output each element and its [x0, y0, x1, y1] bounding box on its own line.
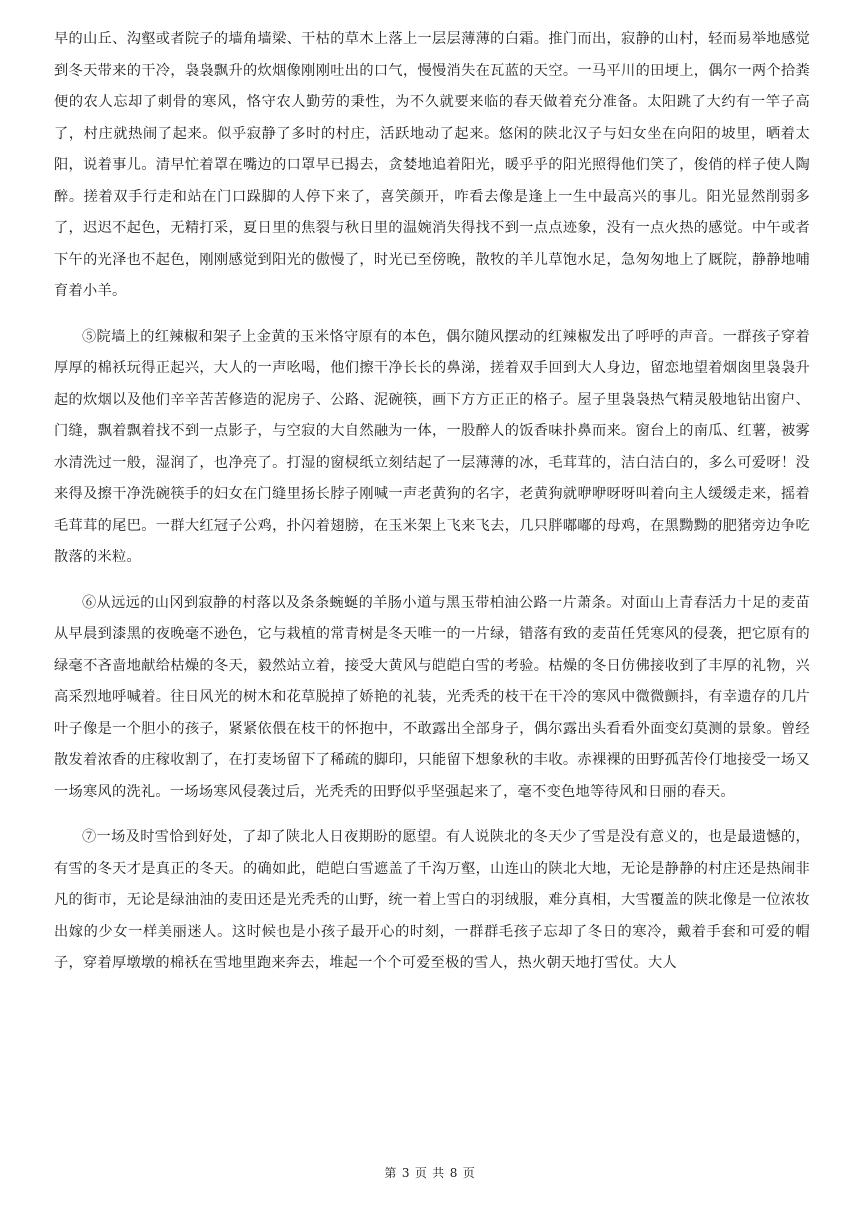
paragraph-4-continued: 早的山丘、沟壑或者院子的墙角墙梁、干枯的草木上落上一层层薄薄的白霜。推门而出，寂静的山村，轻而易举地感觉到冬天带来的干冷，袅袅飘升的炊烟像刚刚吐出的口气，慢慢消失在瓦蓝的天空。一马平川的田埂上，偶尔一两个拾粪便的农人忘却了刺骨的寒风，恪守农人勤劳的秉性，为不久就要来临的春天做着充分准备。太阳跳了大约有一竿子高了，村庄就热闹了起来。似乎寂静了多时的村庄，活跃地动了起来。悠闲的陕北汉子与妇女坐在向阳的坡里，晒着太阳，说着事儿。清早忙着罩在嘴边的口罩早已揭去，贪婪地追着阳光，暖乎乎的阳光照得他们笑了，俊俏的样子使人陶醉。搓着双手行走和站在门口跺脚的人停下来了，喜笑颜开，咋看去像是逢上一生中最高兴的事儿。阳光显然削弱多了，迟迟不起色，无精打采，夏日里的焦裂与秋日里的温婉消失得找不到一点点迹象，没有一点火热的感觉。中午或者下午的光泽也不起色，刚刚感觉到阳光的傲慢了，时光已至傍晚，散牧的羊儿草饱水足，急匆匆地上了厩院，静静地哺育着小羊。	[54, 31, 810, 299]
article-body	[54, 24, 810, 980]
paragraph-6: ⑥从远远的山冈到寂静的村落以及条条蜿蜒的羊肠小道与黑玉带柏油公路一片萧条。对面山上青春活力十足的麦苗从早晨到漆黑的夜晚毫不逊色，它与栽植的常青树是冬天唯一的一片绿，错落有致的麦苗任凭寒风的侵袭，把它原有的绿毫不吝啬地献给枯燥的冬天，毅然站立着，接受大黄风与皑皑白雪的考验。枯燥的冬日仿佛接收到了丰厚的礼物，兴高采烈地呼喊着。往日风光的树木和花草脱掉了娇艳的礼装，光秃秃的枝干在干冷的寒风中微微颤抖，有幸遗存的几片叶子像是一个胆小的孩子，紧紧依偎在枝干的怀抱中，不敢露出全部身子，偶尔露出头看看外面变幻莫测的景象。曾经散发着浓香的庄稼收割了，在打麦场留下了稀疏的脚印，只能留下想象秋的丰收。赤裸裸的田野孤苦伶仃地接受一场又一场寒风的洗礼。一场场寒风侵袭过后，光秃秃的田野似乎坚强起来了，毫不变色地等待风和日丽的春天。	[54, 594, 810, 800]
paragraph-7: ⑦一场及时雪恰到好处，了却了陕北人日夜期盼的愿望。有人说陕北的冬天少了雪是没有意义的，也是最遗憾的，有雪的冬天才是真正的冬天。的确如此，皑皑白雪遮盖了千沟万壑，山连山的陕北大地，无论是静静的村庄还是热闹非凡的街市，无论是绿油油的麦田还是光秃秃的山野，统一着上雪白的羽绒服，难分真相，大雪覆盖的陕北像是一位浓妆出嫁的少女一样美丽迷人。这时候也是小孩子最开心的时刻，一群群毛孩子忘却了冬日的寒冷，戴着手套和可爱的帽子，穿着厚墩墩的棉袄在雪地里跑来奔去，堆起一个个可爱至极的雪人，热火朝天地打雪仗。大人	[54, 829, 810, 971]
paragraph-gap	[54, 808, 810, 822]
paragraph-gap	[54, 574, 810, 588]
paragraph-5: ⑤院墙上的红辣椒和架子上金黄的玉米恪守原有的本色，偶尔随风摆动的红辣椒发出了呼呼的声音。一群孩子穿着厚厚的棉袄玩得正起兴，大人的一声吆喝，他们擦干净长长的鼻涕，搓着双手回到大人身边，留恋地望着烟囱里袅袅升起的炊烟以及他们辛辛苦苦修造的泥房子、公路、泥碗筷，画下方方正正的格子。屋子里袅袅热气精灵般地钻出窗户、门缝，飘着飘着找不到一点影子，与空寂的大自然融为一体，一股醉人的饭香味扑鼻而来。窗台上的南瓜、红薯，被雾水清洗过一般，湿润了，也净亮了。打湿的窗棂纸立刻结起了一层薄薄的冰，毛茸茸的，洁白洁白的，多么可爱呀！没来得及擦干净洗碗筷手的妇女在门缝里扬长脖子刚喊一声老黄狗的名字，老黄狗就咿咿呀呀叫着向主人缓缓走来，摇着毛茸茸的尾巴。一群大红冠子公鸡，扑闪着翅膀，在玉米架上飞来飞去，几只胖嘟嘟的母鸡，在黑黝黝的肥猪旁边争吃散落的米粒。	[54, 328, 810, 565]
page-number-footer: 第 3 页 共 8 页	[384, 1166, 476, 1180]
paragraph-gap	[54, 308, 810, 322]
